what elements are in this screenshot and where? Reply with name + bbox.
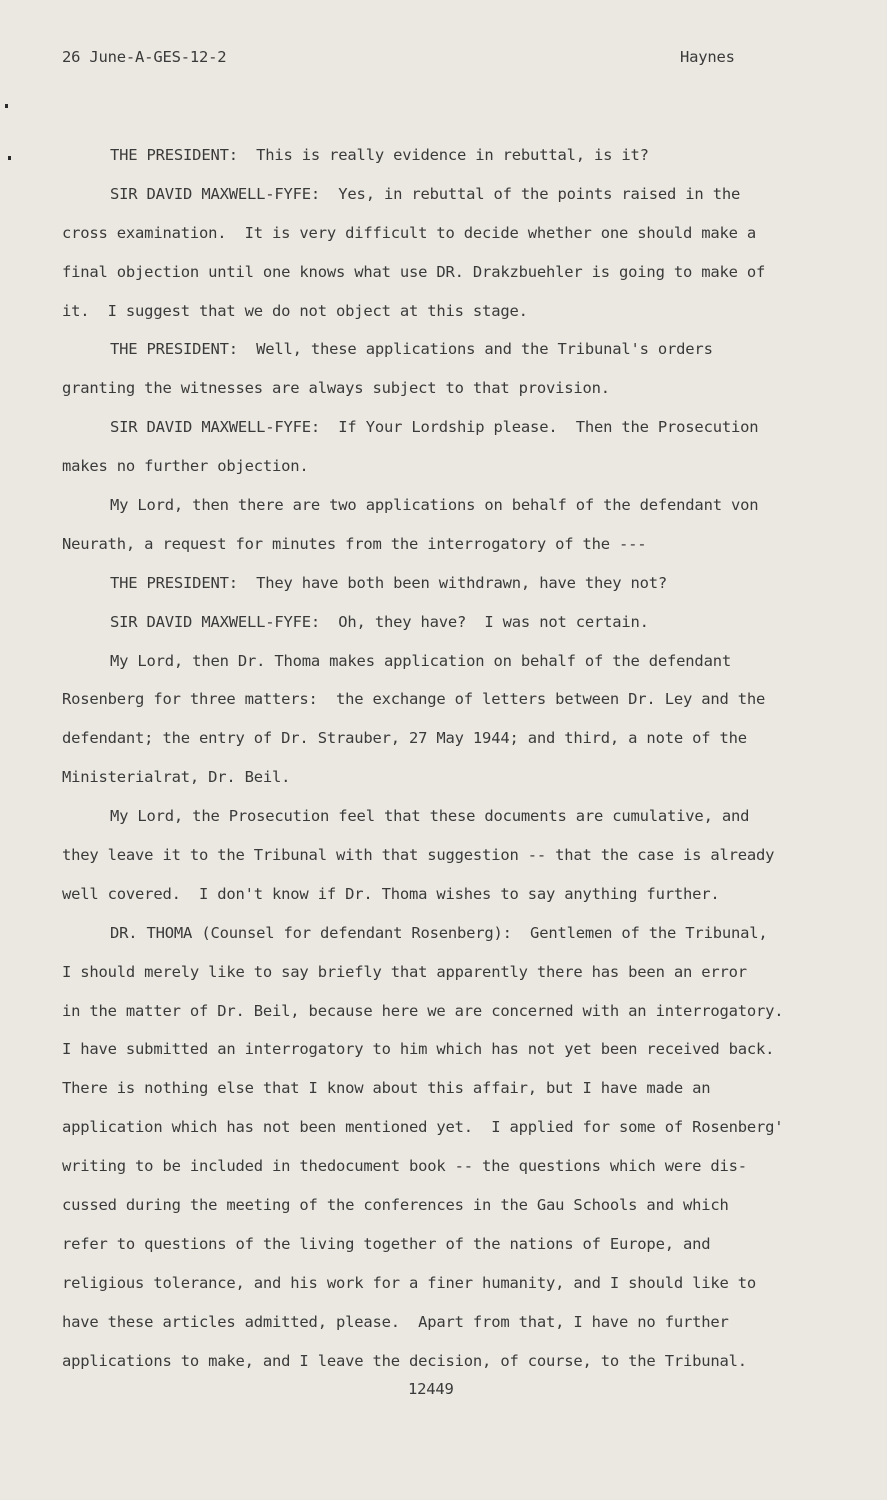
transcript-line: DR. THOMA (Counsel for defendant Rosenberg): Gentlemen of the Tribunal, (110, 923, 768, 942)
margin-mark (5, 104, 8, 108)
transcript-line: they leave it to the Tribunal with that suggestion -- that the case is already (62, 846, 775, 865)
transcript-line: well covered. I don't know if Dr. Thoma wishes to say anything further. (62, 884, 720, 903)
transcript-line: SIR DAVID MAXWELL-FYFE: If Your Lordship please. Then the Prosecution (110, 418, 759, 437)
transcript-line: makes no further objection. (62, 457, 309, 476)
transcript-line: religious tolerance, and his work for a finer humanity, and I should like to (62, 1273, 757, 1292)
transcript-line: Rosenberg for three matters: the exchange of letters between Dr. Ley and the (62, 690, 766, 709)
transcript-line: THE PRESIDENT: Well, these applications and the Tribunal's orders (110, 340, 713, 359)
transcript-line: THE PRESIDENT: They have both been withdrawn, have they not? (110, 573, 668, 592)
transcript-line: cussed during the meeting of the conferences in the Gau Schools and which (62, 1196, 729, 1215)
transcript-line: My Lord, then Dr. Thoma makes application on behalf of the defendant (110, 651, 731, 670)
transcript-line: I have submitted an interrogatory to him which has not yet been received back. (62, 1040, 775, 1059)
document-reference: 26 June-A-GES-12-2 (62, 48, 227, 66)
transcript-line: SIR DAVID MAXWELL-FYFE: Yes, in rebuttal of the points raised in the (110, 184, 741, 203)
transcript-body (62, 144, 827, 1389)
transcript-line: My Lord, then there are two applications on behalf of the defendant von (110, 496, 759, 515)
transcript-line: Neurath, a request for minutes from the interrogatory of the --- (62, 534, 647, 553)
page-number: 12449 (408, 1380, 454, 1398)
transcript-line: THE PRESIDENT: This is really evidence in rebuttal, is it? (110, 146, 649, 164)
transcript-line: applications to make, and I leave the decision, of course, to the Tribunal. (62, 1351, 747, 1370)
transcript-line: My Lord, the Prosecution feel that these documents are cumulative, and (110, 807, 750, 826)
transcript-line: application which has not been mentioned yet. I applied for some of Rosenberg' (62, 1118, 784, 1137)
transcript-line: in the matter of Dr. Beil, because here we are concerned with an interrogatory. (62, 1001, 784, 1020)
transcript-line: granting the witnesses are always subject to that provision. (62, 379, 610, 398)
transcript-line: final objection until one knows what use DR. Drakzbuehler is going to make of (62, 262, 766, 281)
transcript-line: SIR DAVID MAXWELL-FYFE: Oh, they have? I was not certain. (110, 612, 649, 631)
transcript-line: I should merely like to say briefly that apparently there has been an error (62, 962, 747, 981)
transcript-line: have these articles admitted, please. Apart from that, I have no further (62, 1312, 729, 1331)
transcript-line: cross examination. It is very difficult to decide whether one should make a (62, 223, 757, 242)
transcript-line: There is nothing else that I know about this affair, but I have made an (62, 1079, 711, 1098)
transcript-line: writing to be included in thedocument book -- the questions which were dis- (62, 1157, 747, 1176)
transcript-line: defendant; the entry of Dr. Strauber, 27 May 1944; and third, a note of the (62, 729, 747, 748)
reporter-name: Haynes (680, 48, 735, 66)
margin-mark (8, 156, 11, 160)
transcript-line: it. I suggest that we do not object at this stage. (62, 301, 528, 320)
transcript-line: refer to questions of the living together of the nations of Europe, and (62, 1234, 711, 1253)
transcript-line: Ministerialrat, Dr. Beil. (62, 768, 291, 787)
